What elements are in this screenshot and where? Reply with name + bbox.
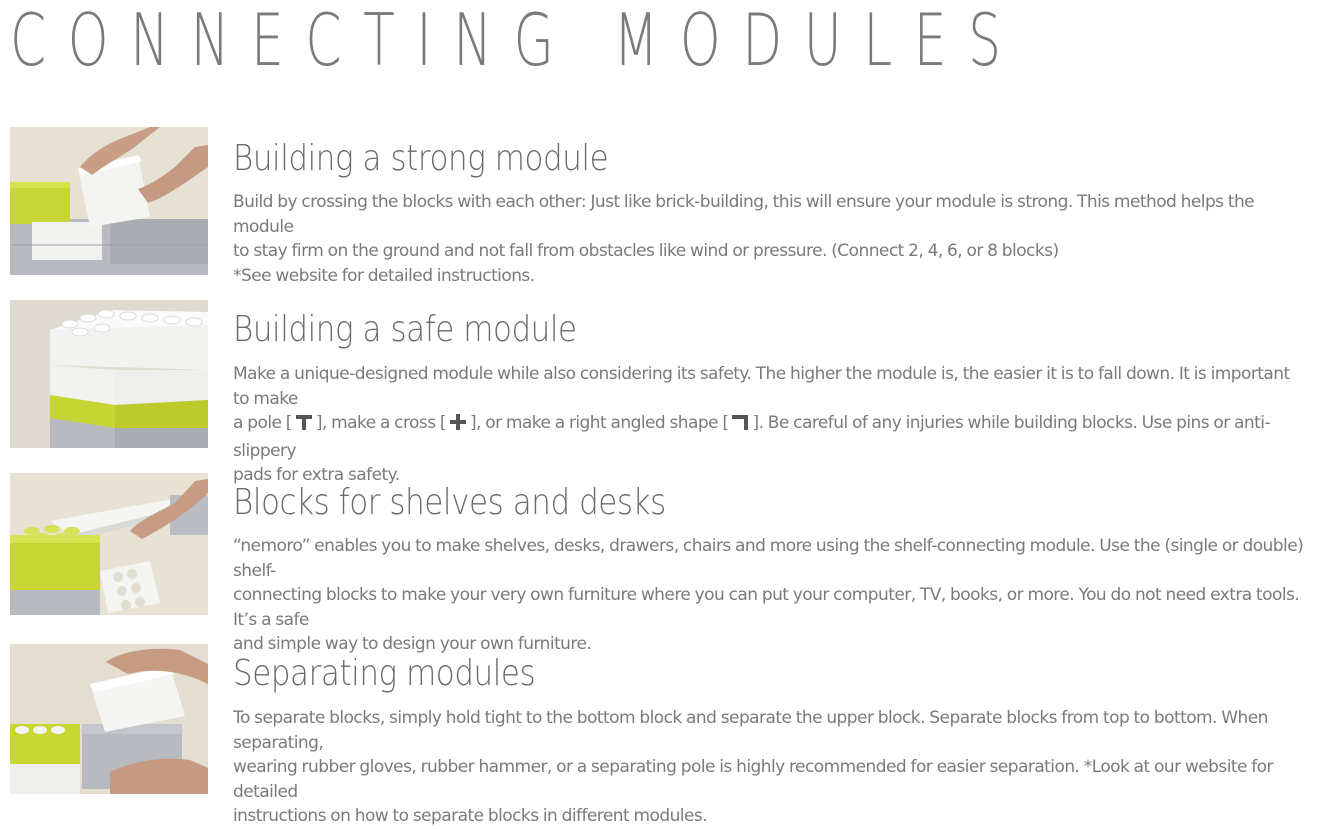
separating-modules-photo [10,644,208,794]
cross-shape-icon [449,413,467,439]
section-heading: Building a strong module [233,138,609,179]
section-shelves-desks [10,473,1308,654]
section-separating-modules [10,644,1308,826]
safe-module-text [233,300,1308,488]
section-body [233,362,1308,488]
body-line: pads for extra safety. [233,465,400,485]
shelves-desks-photo [10,473,208,615]
body-line: connecting blocks to make your very own furniture where you can put your computer, TV, books, or more. You do not need extra tools. It’s a safe [233,585,1300,630]
separating-modules-text [233,644,1308,829]
section-safe-module [10,300,1308,485]
body-line: and simple way to design your own furniture. [233,634,592,654]
section-body [233,706,1308,829]
page-title: CONNECTING MODULES [10,0,1023,82]
strong-module-text [233,127,1308,288]
body-line-segment: ], or make a right angled shape [ [469,413,729,433]
section-body [233,190,1308,288]
right-angle-shape-icon [731,413,749,439]
body-line: to stay firm on the ground and not fall from obstacles like wind or pressure. (Connect 2, 4, 6, or 8 blocks) [233,241,1059,261]
body-line-segment: a pole [ [233,413,292,433]
section-heading: Blocks for shelves and desks [233,482,666,523]
body-line: Make a unique-designed module while also considering its safety. The higher the module is, the easier it is to fall down. It is important to make [233,364,1290,409]
body-line-segment: ]. Be careful of any injuries while building blocks. Use pins or anti-slippery [233,413,1271,461]
shelves-desks-text [233,473,1308,657]
section-body [233,534,1308,657]
body-line: “nemoro” enables you to make shelves, desks, drawers, chairs and more using the shelf-connecting module. Use the (single or double) shelf- [233,536,1304,581]
t-shape-icon [295,413,313,439]
section-heading: Separating modules [233,653,536,694]
body-line: Build by crossing the blocks with each other: Just like brick-building, this will ensure your module is strong. This method helps the module [233,192,1255,237]
body-line: instructions on how to separate blocks in different modules. [233,806,708,826]
section-heading: Building a safe module [233,309,577,350]
section-strong-module [10,127,1308,286]
body-line: To separate blocks, simply hold tight to the bottom block and separate the upper block. Separate blocks from top to bottom. When separating, [233,708,1268,753]
strong-module-photo [10,127,208,275]
body-line: wearing rubber gloves, rubber hammer, or a separating pole is highly recommended for easier separation. *Look at our website for detailed [233,757,1273,802]
body-line: *See website for detailed instructions. [233,265,535,286]
body-line-segment: ], make a cross [ [315,413,446,433]
safe-module-photo [10,300,208,448]
